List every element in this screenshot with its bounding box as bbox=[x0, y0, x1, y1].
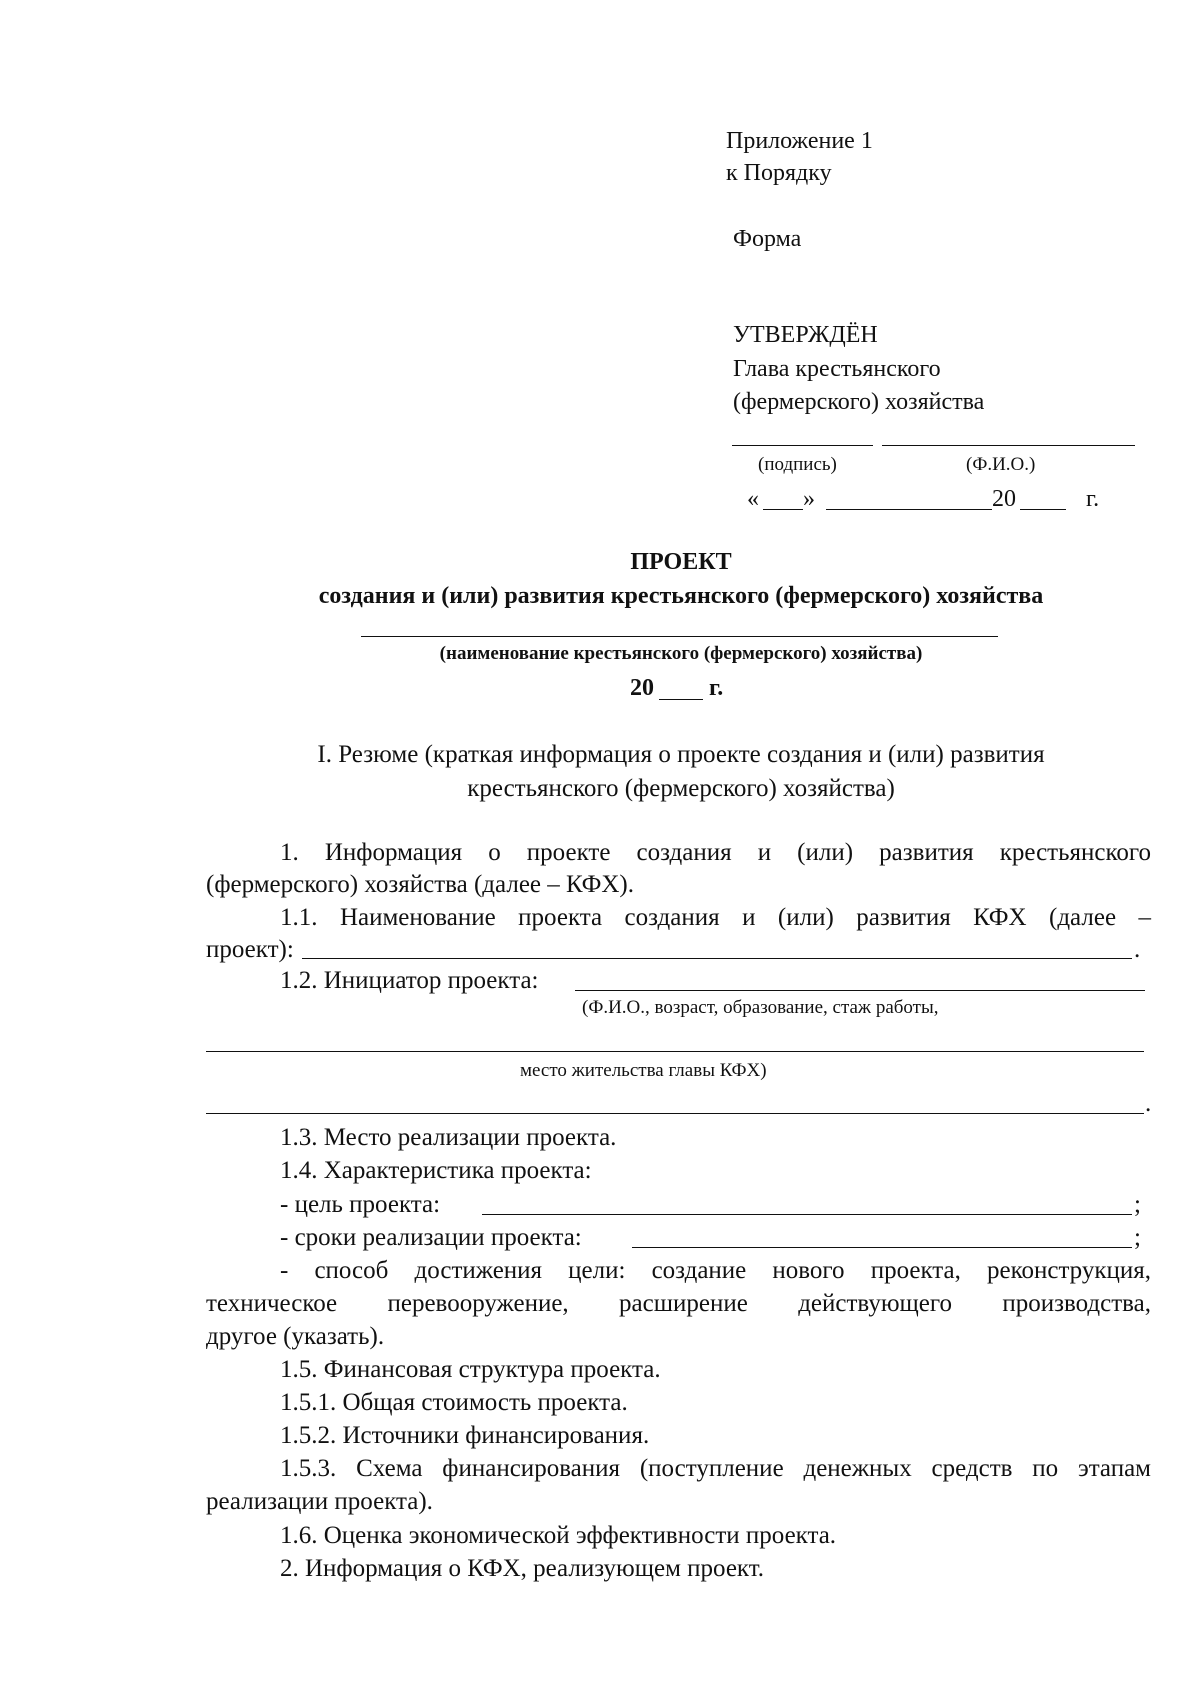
date-quote-close: » bbox=[803, 486, 815, 512]
item-1-1-line2: проект): bbox=[206, 936, 294, 963]
initiator-line2 bbox=[206, 1051, 1144, 1052]
document-title: ПРОЕКТ bbox=[630, 549, 732, 575]
date-year-prefix: 20 bbox=[992, 486, 1016, 512]
item-1-5-3-line1: 1.5.3. Схема финансирования (поступление денежных средств по этапам bbox=[280, 1455, 1151, 1482]
initiator-caption1: (Ф.И.О., возраст, образование, стаж работы, bbox=[582, 997, 939, 1018]
item-1-1-line1: 1.1. Наименование проекта создания и (или) развития КФХ (далее – bbox=[280, 904, 1151, 931]
head-title-line1: Глава крестьянского bbox=[733, 356, 941, 382]
terms-end: ; bbox=[1134, 1224, 1141, 1251]
method-line1: - способ достижения цели: создание нового проекта, реконструкция, bbox=[280, 1257, 1151, 1284]
farm-name-caption: (наименование крестьянского (фермерского) хозяйства) bbox=[439, 643, 923, 664]
form-label: Форма bbox=[733, 226, 802, 252]
title-year-prefix: 20 bbox=[630, 675, 654, 701]
item-1-6: 1.6. Оценка экономической эффективности проекта. bbox=[280, 1522, 837, 1549]
head-title-line2: (фермерского) хозяйства bbox=[733, 389, 985, 415]
farm-name-line bbox=[361, 636, 998, 637]
terms-label: - сроки реализации проекта: bbox=[280, 1224, 582, 1251]
item-1-5-1: 1.5.1. Общая стоимость проекта. bbox=[280, 1389, 628, 1416]
title-year-suffix: г. bbox=[709, 675, 724, 701]
document-subtitle: создания и (или) развития крестьянского (фермерского) хозяйства bbox=[318, 583, 1044, 609]
method-line2: техническое перевооружение, расширение действующего производства, bbox=[206, 1290, 1151, 1317]
item-1-4: 1.4. Характеристика проекта: bbox=[280, 1157, 592, 1184]
date-year-suffix: г. bbox=[1086, 486, 1100, 512]
date-month-line bbox=[826, 509, 992, 510]
fio-caption: (Ф.И.О.) bbox=[966, 454, 1036, 475]
initiator-caption2: место жительства главы КФХ) bbox=[520, 1060, 767, 1081]
section-heading-line1: I. Резюме (краткая информация о проекте создания и (или) развития bbox=[317, 741, 1045, 768]
order-reference: к Порядку bbox=[726, 160, 832, 186]
title-year-line bbox=[659, 699, 703, 700]
item-1-line2: (фермерского) хозяйства (далее – КФХ). bbox=[206, 871, 634, 898]
terms-line bbox=[632, 1247, 1132, 1248]
appendix-label: Приложение 1 bbox=[726, 128, 873, 154]
date-day-line bbox=[763, 509, 803, 510]
goal-end: ; bbox=[1134, 1191, 1141, 1218]
item-1-line1: 1. Информация о проекте создания и (или) развития крестьянского bbox=[280, 839, 1151, 866]
goal-label: - цель проекта: bbox=[280, 1191, 441, 1218]
item-1-2: 1.2. Инициатор проекта: bbox=[280, 967, 539, 994]
approved-label: УТВЕРЖДЁН bbox=[733, 322, 878, 348]
item-1-3: 1.3. Место реализации проекта. bbox=[280, 1124, 617, 1151]
date-year-line bbox=[1020, 509, 1066, 510]
item-1-5: 1.5. Финансовая структура проекта. bbox=[280, 1356, 661, 1383]
project-name-end: . bbox=[1134, 936, 1141, 963]
signature-caption: (подпись) bbox=[758, 454, 837, 475]
item-2: 2. Информация о КФХ, реализующем проект. bbox=[280, 1555, 765, 1582]
item-1-5-3-line2: реализации проекта). bbox=[206, 1488, 433, 1515]
section-heading-line2: крестьянского (фермерского) хозяйства) bbox=[467, 775, 895, 802]
signature-line bbox=[732, 445, 873, 446]
item-1-5-2: 1.5.2. Источники финансирования. bbox=[280, 1422, 650, 1449]
project-name-line bbox=[302, 958, 1132, 959]
initiator-end: . bbox=[1145, 1090, 1152, 1117]
method-line3: другое (указать). bbox=[206, 1323, 385, 1350]
fio-line bbox=[882, 445, 1135, 446]
initiator-line bbox=[575, 990, 1145, 991]
initiator-line3 bbox=[206, 1113, 1144, 1114]
goal-line bbox=[482, 1214, 1132, 1215]
date-quote-open: « bbox=[747, 486, 759, 512]
